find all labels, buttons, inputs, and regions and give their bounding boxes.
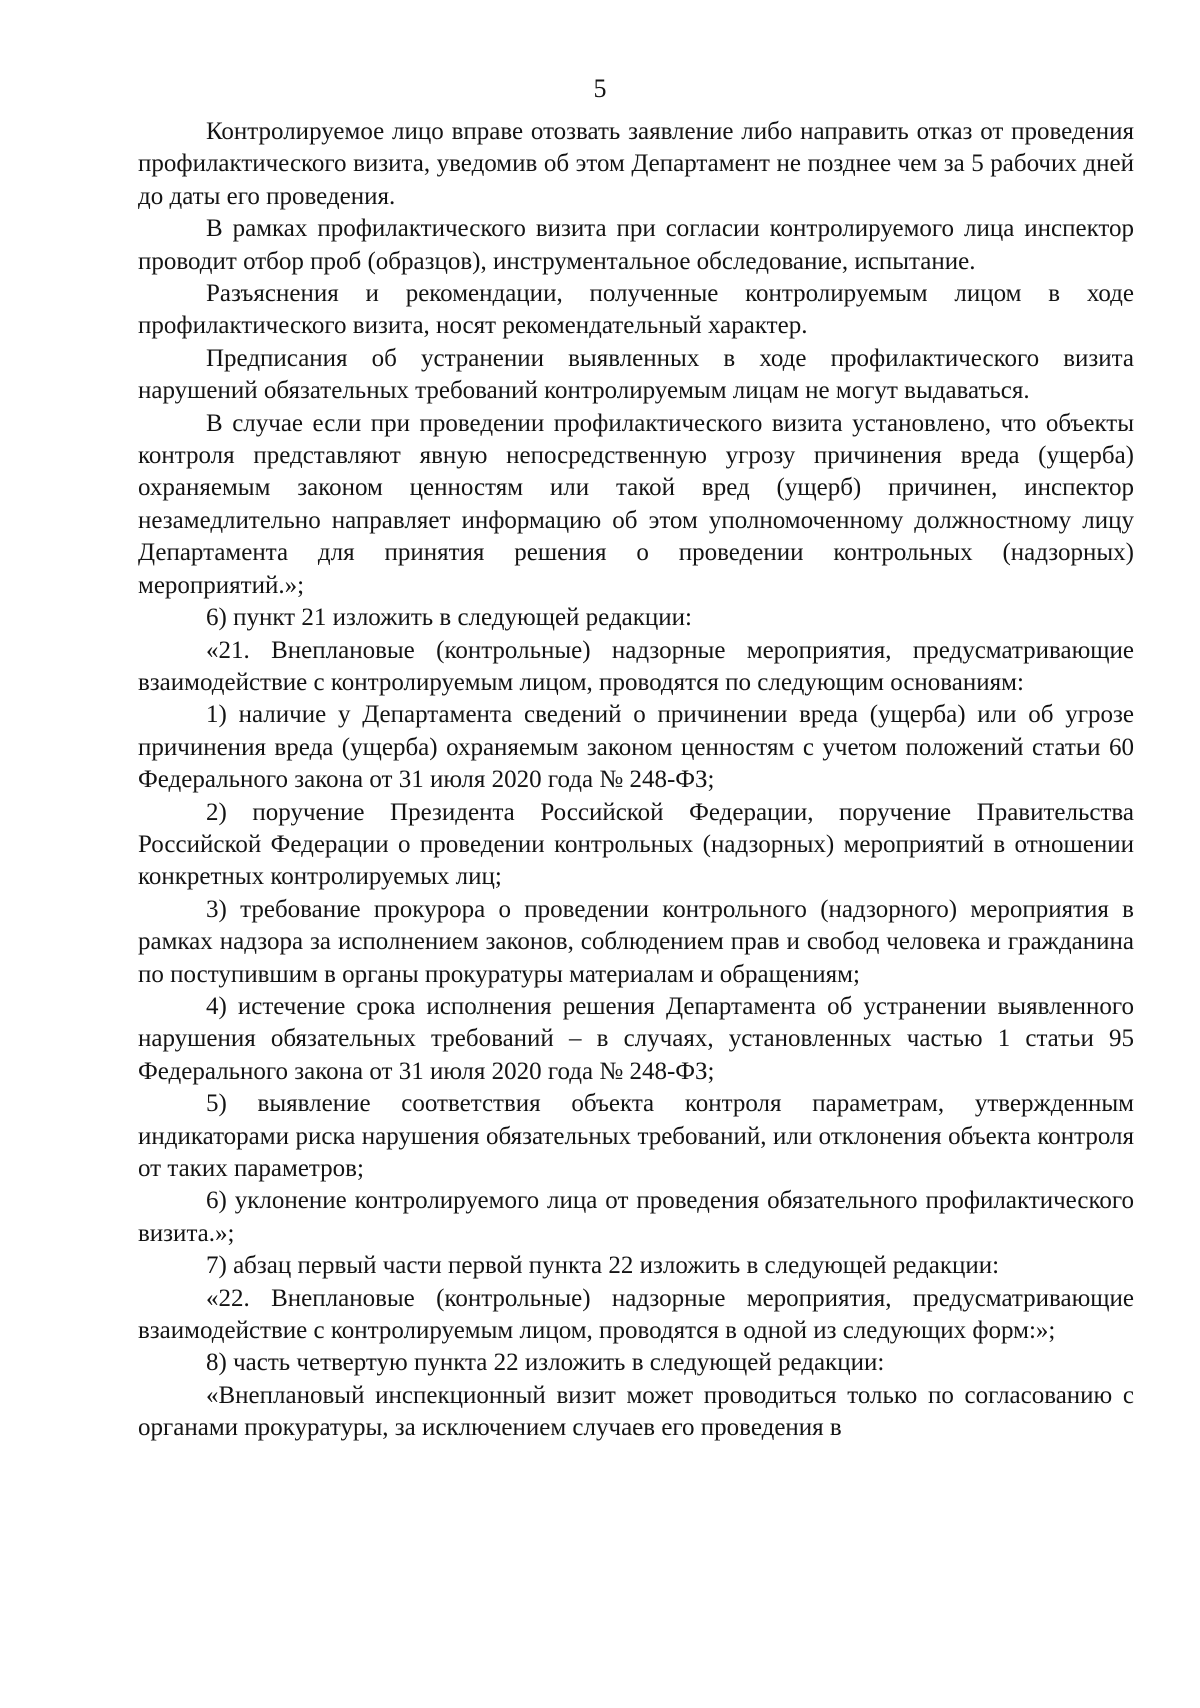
paragraph-ground-1: 1) наличие у Департамента сведений о причинении вреда (ущерба) или об угрозе причинения вреда (ущерба) охраняемым законом ценностям с учетом положений статьи 60 Федерального закона от 31 июля 2020 года № 248-ФЗ; bbox=[138, 701, 1134, 794]
paragraph-item-6-intro: 6) пункт 21 изложить в следующей редакции: bbox=[206, 604, 692, 632]
paragraph-withdraw-application: Контролируемое лицо вправе отозвать заявление либо направить отказ от проведения профилактического визита, уведомив об этом Департамент не позднее чем за 5 рабочих дней до даты его проведения. bbox=[138, 118, 1134, 210]
paragraph-ground-3: 3) требование прокурора о проведении контрольного (надзорного) мероприятия в рамках надзора за исполнением законов, соблюдением прав и свобод человека и гражданина по поступившим в органы прокуратуры материалам и обращениям; bbox=[138, 895, 1134, 988]
page-number: 5 bbox=[593, 74, 607, 103]
paragraph-prescriptions: Предписания об устранении выявленных в ходе профилактического визита нарушений обязательных требований контролируемым лицам не могут выдаваться. bbox=[138, 344, 1134, 405]
paragraph-sampling: В рамках профилактического визита при согласии контролируемого лица инспектор проводит отбор проб (образцов), инструментальное обследование, испытание. bbox=[138, 215, 1134, 275]
paragraph-clause-21: «21. Внеплановые (контрольные) надзорные мероприятия, предусматривающие взаимодействие с контролируемым лицом, проводятся по следующим основаниям: bbox=[138, 636, 1134, 696]
paragraph-ground-5: 5) выявление соответствия объекта контроля параметрам, утвержденным индикаторами риска нарушения обязательных требований, или отклонения объекта контроля от таких параметров; bbox=[138, 1090, 1134, 1182]
paragraph-inspection-visit: «Внеплановый инспекционный визит может проводиться только по согласованию с органами прокуратуры, за исключением случаев его проведения в bbox=[138, 1381, 1134, 1442]
paragraph-clause-22: «22. Внеплановые (контрольные) надзорные мероприятия, предусматривающие взаимодействие с контролируемым лицом, проводятся в одной из следующих форм:»; bbox=[138, 1284, 1134, 1345]
paragraph-item-8-intro: 8) часть четвертую пункта 22 изложить в следующей редакции: bbox=[206, 1349, 885, 1377]
paragraph-recommendations: Разъяснения и рекомендации, полученные контролируемым лицом в ходе профилактического визита, носят рекомендательный характер. bbox=[138, 280, 1134, 340]
paragraph-ground-4: 4) истечение срока исполнения решения Департамента об устранении выявленного нарушения обязательных требований – в случаях, установленных частью 1 статьи 95 Федерального закона от 31 июля 2020 года № 248-ФЗ; bbox=[138, 992, 1134, 1085]
paragraph-ground-6: 6) уклонение контролируемого лица от проведения обязательного профилактического визита.»; bbox=[138, 1187, 1134, 1247]
paragraph-item-7-intro: 7) абзац первый части первой пункта 22 изложить в следующей редакции: bbox=[206, 1252, 1000, 1280]
paragraph-ground-2: 2) поручение Президента Российской Федерации, поручение Правительства Российской Федерации о проведении контрольных (надзорных) мероприятий в отношении конкретных контролируемых лиц; bbox=[138, 798, 1134, 891]
paragraph-immediate-threat: В случае если при проведении профилактического визита установлено, что объекты контроля представляют явную непосредственную угрозу причинения вреда (ущерба) охраняемым законом ценностям или такой вред (ущерб) причинен, инспектор незамедлительно направляет информацию об этом уполномоченному должностному лицу Департамента для принятия решения о проведении контрольных (надзорных) мероприятий.»; bbox=[138, 409, 1134, 599]
document-body bbox=[138, 116, 1134, 1445]
